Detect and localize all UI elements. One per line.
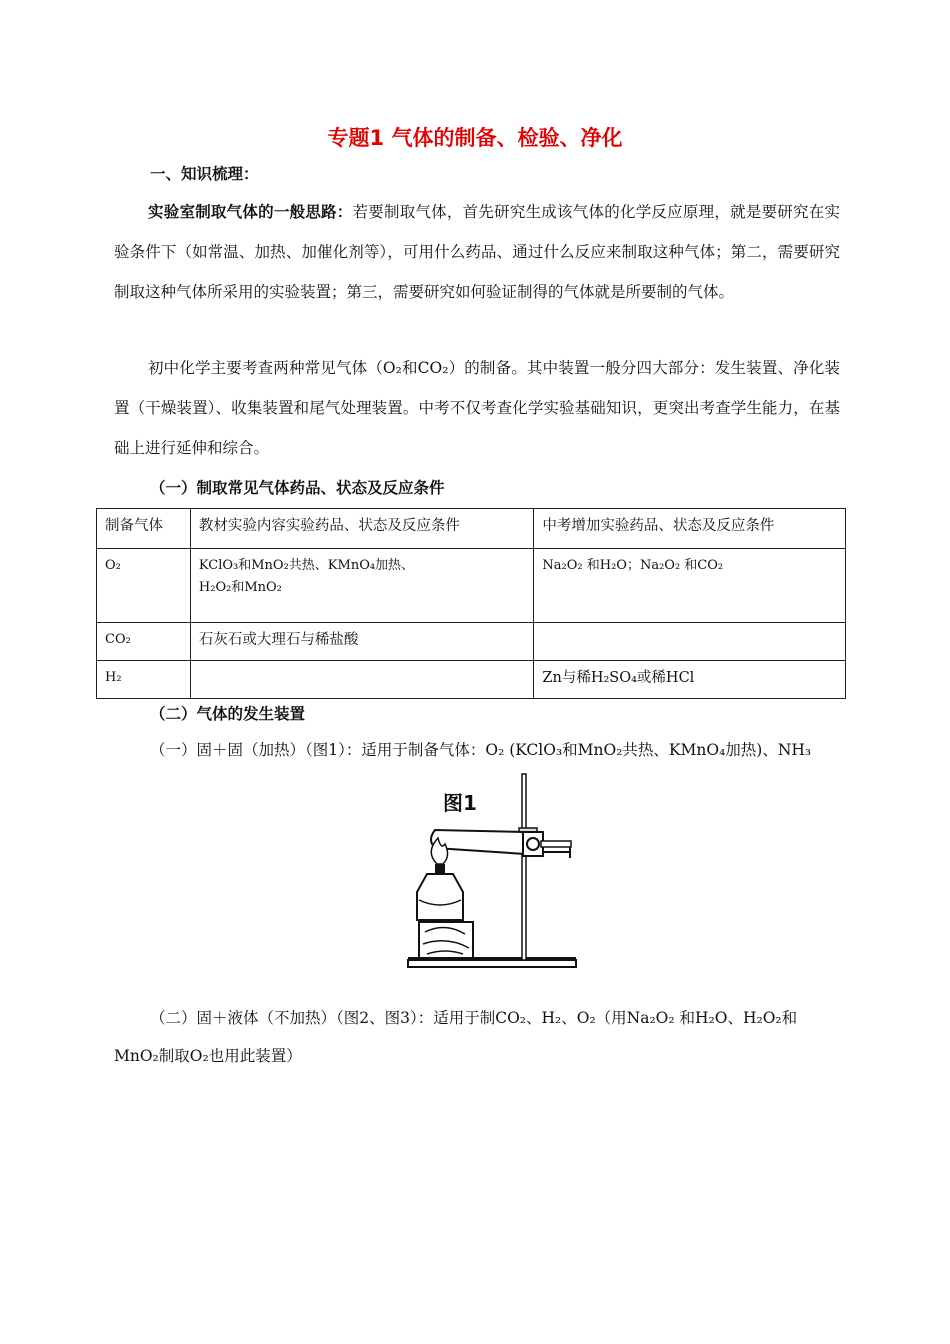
stand-rod-icon	[522, 774, 526, 960]
table-cell-textbook: 石灰石或大理石与稀盐酸	[190, 623, 534, 661]
table-cell-line: H₂O₂和MnO₂	[198, 580, 282, 595]
item-solid-solid-heating: （一）固＋固（加热）（图1）：适用于制备气体：O₂ (KClO₃和MnO₂共热、KMnO₄加热)、NH₃	[150, 741, 812, 759]
paragraph-exam-overview: 初中化学主要考查两种常见气体（O₂和CO₂）的制备。其中装置一般分四大部分：发生装置、净化装置（干燥装置）、收集装置和尾气处理装置。中考不仅考查化学实验基础知识，更突出考查学生能力，在基础上进行延伸和综合。	[114, 359, 840, 457]
table-header-cell: 中考增加实验药品、状态及反应条件	[534, 509, 846, 549]
table-row	[97, 623, 846, 661]
table-cell-extra: Na₂O₂ 和H₂O；Na₂O₂ 和CO₂	[534, 549, 846, 623]
item-solid-liquid-line2: MnO₂制取O₂也用此装置）	[114, 1047, 302, 1065]
table-cell-gas: CO₂	[97, 623, 191, 661]
paragraph-general-approach	[114, 192, 840, 312]
table-row	[97, 661, 846, 699]
subheading-generation-apparatus: （二）气体的发生装置	[150, 705, 306, 723]
table-cell-gas: H₂	[97, 661, 191, 699]
table-cell-textbook	[190, 549, 534, 623]
paragraph-lead: 实验室制取气体的一般思路：	[148, 203, 353, 221]
table-header-row	[97, 509, 846, 549]
delivery-tube-icon	[541, 841, 571, 847]
section-heading-knowledge: 一、知识梳理：	[150, 165, 259, 183]
table-row	[97, 549, 846, 623]
reagents-table	[96, 508, 846, 699]
table-cell-gas: O₂	[97, 549, 191, 623]
page-title: 专题1 气体的制备、检验、净化	[327, 126, 623, 150]
heating-apparatus-illustration	[405, 772, 580, 972]
subheading-reagents: （一）制取常见气体药品、状态及反应条件	[150, 479, 445, 497]
figure-1-apparatus	[405, 772, 580, 972]
item-solid-liquid-line1: （二）固＋液体（不加热）（图2、图3）：适用于制CO₂、H₂、O₂（用Na₂O₂ 和H₂O、H₂O₂和	[150, 1009, 798, 1027]
table-header-cell: 教材实验内容实验药品、状态及反应条件	[190, 509, 534, 549]
table-cell-textbook	[190, 661, 534, 699]
table-cell-extra: Zn与稀H₂SO₄或稀HCl	[534, 661, 846, 699]
paragraph-body: 若要制取气体，首先研究生成该气体的化学反应原理，就是要研究在实验条件下（如常温、加热、加催化剂等），可用什么药品、通过什么反应来制取这种气体；第二，需要研究制取这种气体所采用的实验装置；第三，需要研究如何验证制得的气体就是所要制的气体。	[114, 203, 840, 301]
stand-base-icon	[408, 960, 576, 967]
alcohol-lamp-icon	[417, 874, 463, 920]
lamp-wick-icon	[435, 864, 445, 874]
figure-label: 图1	[443, 791, 477, 815]
table-cell-extra	[534, 623, 846, 661]
table-cell-line: KClO₃和MnO₂共热、KMnO₄加热、	[198, 558, 415, 573]
table-header-cell: 制备气体	[97, 509, 191, 549]
